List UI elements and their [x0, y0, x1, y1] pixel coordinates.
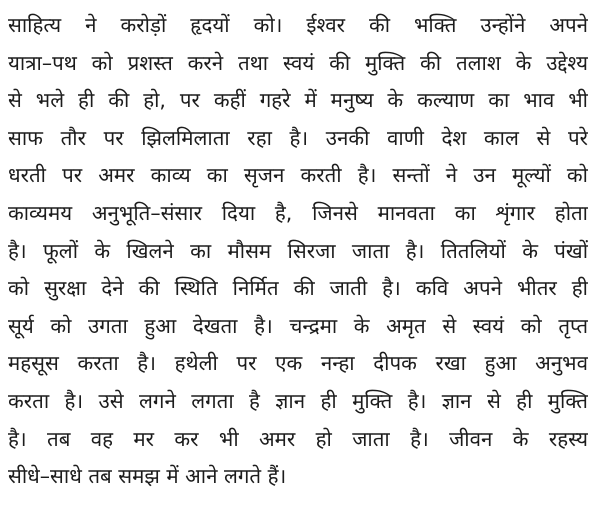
text-line-4: साफ तौर पर झिलमिलाता रहा है। उनकी वाणी देश काल से परे — [8, 125, 588, 150]
body-paragraph — [8, 7, 588, 496]
text-line-10: महसूस करता है। हथेली पर एक नन्हा दीपक रखा हुआ अनुभव — [8, 351, 588, 376]
text-line-12: है। तब वह मर कर भी अमर हो जाता है। जीवन के रहस्य — [8, 426, 588, 451]
text-line-5: धरती पर अमर काव्य का सृजन करती है। सन्तों ने उन मूल्यों को — [8, 163, 588, 188]
text-line-3: से भले ही की हो, पर कहीं गहरे में मनुष्य के कल्याण का भाव भी — [8, 88, 588, 113]
text-line-1: साहित्य ने करोड़ों हृदयों को। ईश्वर की भक्ति उन्होंने अपने — [8, 13, 588, 37]
text-line-9: सूर्य को उगता हुआ देखता है। चन्द्रमा के अमृत से स्वयं को तृप्त — [8, 313, 588, 338]
text-line-8: को सुरक्षा देने की स्थिति निर्मित की जाती है। कवि अपने भीतर ही — [8, 276, 588, 301]
text-line-6: काव्यमय अनुभूति–संसार दिया है, जिनसे मानवता का शृंगार होता — [8, 200, 588, 225]
text-line-2: यात्रा–पथ को प्रशस्त करने तथा स्वयं की मुक्ति की तलाश के उद्देश्य — [8, 50, 588, 75]
text-line-11: करता है। उसे लगने लगता है ज्ञान ही मुक्ति है। ज्ञान से ही मुक्ति — [8, 388, 588, 413]
text-line-13: सीधे–साधे तब समझ में आने लगते हैं। — [8, 464, 287, 489]
text-line-7: है। फूलों के खिलने का मौसम सिरजा जाता है। तितलियों के पंखों — [8, 238, 588, 263]
